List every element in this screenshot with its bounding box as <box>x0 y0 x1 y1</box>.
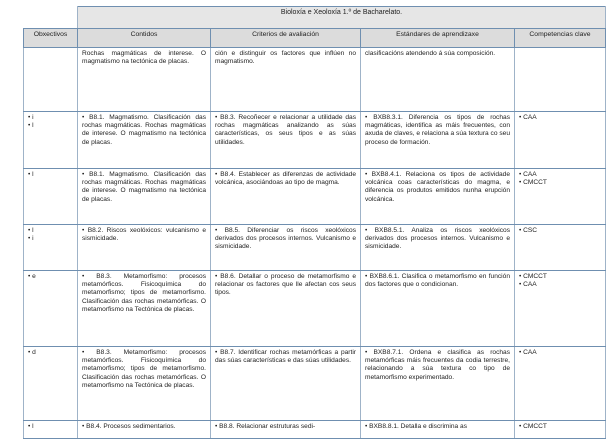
objectives-cell <box>24 271 78 347</box>
objectives-cell <box>24 169 78 225</box>
criteria-cell: ción e distinguir os factores que inflúen no magmatismo. <box>211 48 361 112</box>
contents-cell: Rochas magmáticas de interese. O magmatismo na tectónica de placas. <box>78 48 211 112</box>
objective-item: • l <box>28 122 34 130</box>
table-row <box>24 112 606 169</box>
criteria-cell: • B8.3. Recoñecer e relacionar a utilidade das rochas magmáticas analizando as súas características, os seus tipos e as súas utilidades. <box>211 112 361 169</box>
competences-cell <box>515 225 606 271</box>
table-row <box>24 347 606 421</box>
table-title: Bioloxía e Xeoloxía 1.º de Bacharelato. <box>78 7 606 29</box>
header-contents: Contidos <box>78 29 211 48</box>
table-row <box>24 169 606 225</box>
blank-corner-cell <box>24 7 78 29</box>
contents-cell: • B8.2. Riscos xeolóxicos: vulcanismo e sismicidade. <box>78 225 211 271</box>
header-objectives: Obxectivos <box>24 29 78 48</box>
table-row <box>24 48 606 112</box>
competences-cell <box>515 169 606 225</box>
objectives-cell <box>24 48 78 112</box>
title-row <box>24 7 606 29</box>
header-standards: Estándares de aprendizaxe <box>361 29 515 48</box>
header-competences: Competencias clave <box>515 29 606 48</box>
competence-item: • CAA <box>519 114 537 121</box>
header-row <box>24 29 606 48</box>
competence-item: • CMCCT <box>519 273 547 280</box>
criteria-cell: • B8.5. Diferenciar os riscos xeolóxicos derivados dos procesos internos. Vulcanismo e sismicidade. <box>211 225 361 271</box>
contents-cell: • B8.1. Magmatismo. Clasificación das rochas magmáticas. Rochas magmáticas de interese. O magmatismo na tectónica de placas. <box>78 112 211 169</box>
standards-cell: • BXB8.4.1. Relaciona os tipos de actividade volcánica coas características do magma, e diferencia os produtos emitidos nunha erupción volcánica. <box>361 169 515 225</box>
objective-item: • i <box>28 235 34 243</box>
objectives-cell <box>24 225 78 271</box>
objectives-cell <box>24 421 78 439</box>
competence-item: • CAA <box>519 171 537 178</box>
standards-cell: • BXB8.6.1. Clasifica o metamorfismo en función dos factores que o condicionan. <box>361 271 515 347</box>
competence-item: • CSC <box>519 227 538 234</box>
objective-item: • d <box>28 349 36 356</box>
standards-cell: • BXB8.7.1. Ordena e clasifica as rochas metamórficas máis frecuentes da codia terrestre, relacionando a súa textura co tipo de metamorfismo experimentado. <box>361 347 515 421</box>
table-row <box>24 225 606 271</box>
criteria-cell: • B8.7. Identificar rochas metamórficas a partir das súas características e das súas utilidades. <box>211 347 361 421</box>
objective-item: • e <box>28 273 36 280</box>
curriculum-table <box>23 6 606 439</box>
criteria-cell: • B8.6. Detallar o proceso de metamorfismo e relacionar os factores que lle afectan cos seus tipos. <box>211 271 361 347</box>
contents-cell: • B8.1. Magmatismo. Clasificación das rochas magmáticas. Rochas magmáticas de interese. O magmatismo na tectónica de placas. <box>78 169 211 225</box>
contents-cell: • B8.3. Metamorfismo: procesos metamórficos. Fisicoquímica do metamorfismo; tipos de metamorfismo. Clasificación das rochas metamórficas. O metamorfismo na Tectónica de placas. <box>78 271 211 347</box>
header-criteria: Criterios de avaliación <box>211 29 361 48</box>
criteria-cell: • B8.8. Relacionar estruturas sedi- <box>211 421 361 439</box>
competence-item: • CAA <box>519 349 537 356</box>
objective-item: • i <box>28 114 34 121</box>
competences-cell <box>515 271 606 347</box>
contents-cell: • B8.3. Metamorfismo: procesos metamórficos. Fisicoquímica do metamorfismo; tipos de metamorfismo. Clasificación das rochas metamórficas. O metamorfismo na Tectónica de placas. <box>78 347 211 421</box>
standards-cell: • BXB8.5.1. Analiza os riscos xeolóxicos derivados dos procesos internos. Vulcanismo e sismicidade. <box>361 225 515 271</box>
competences-cell <box>515 112 606 169</box>
criteria-cell: • B8.4. Establecer as diferenzas de actividade volcánica, asociándoas ao tipo de magma. <box>211 169 361 225</box>
objective-item: • l <box>28 171 34 178</box>
competence-item: • CAA <box>519 281 537 289</box>
competences-cell <box>515 48 606 112</box>
table-row <box>24 421 606 439</box>
objectives-cell <box>24 112 78 169</box>
objectives-cell <box>24 347 78 421</box>
table-row <box>24 271 606 347</box>
standards-cell: • BXB8.3.1. Diferencia os tipos de rochas magmáticas, identifica as máis frecuentes, con axuda de claves, e relaciona a súa textura co seu proceso de formación. <box>361 112 515 169</box>
objective-item: • l <box>28 423 34 430</box>
standards-cell: • BXB8.8.1. Detalla e discrimina as <box>361 421 515 439</box>
standards-cell: clasificacións atendendo á súa composición. <box>361 48 515 112</box>
competence-item: • CMCCT <box>519 423 547 430</box>
competences-cell <box>515 421 606 439</box>
contents-cell: • B8.4. Procesos sedimentarios. <box>78 421 211 439</box>
objective-item: • l <box>28 227 34 234</box>
competence-item: • CMCCT <box>519 179 547 187</box>
competences-cell <box>515 347 606 421</box>
